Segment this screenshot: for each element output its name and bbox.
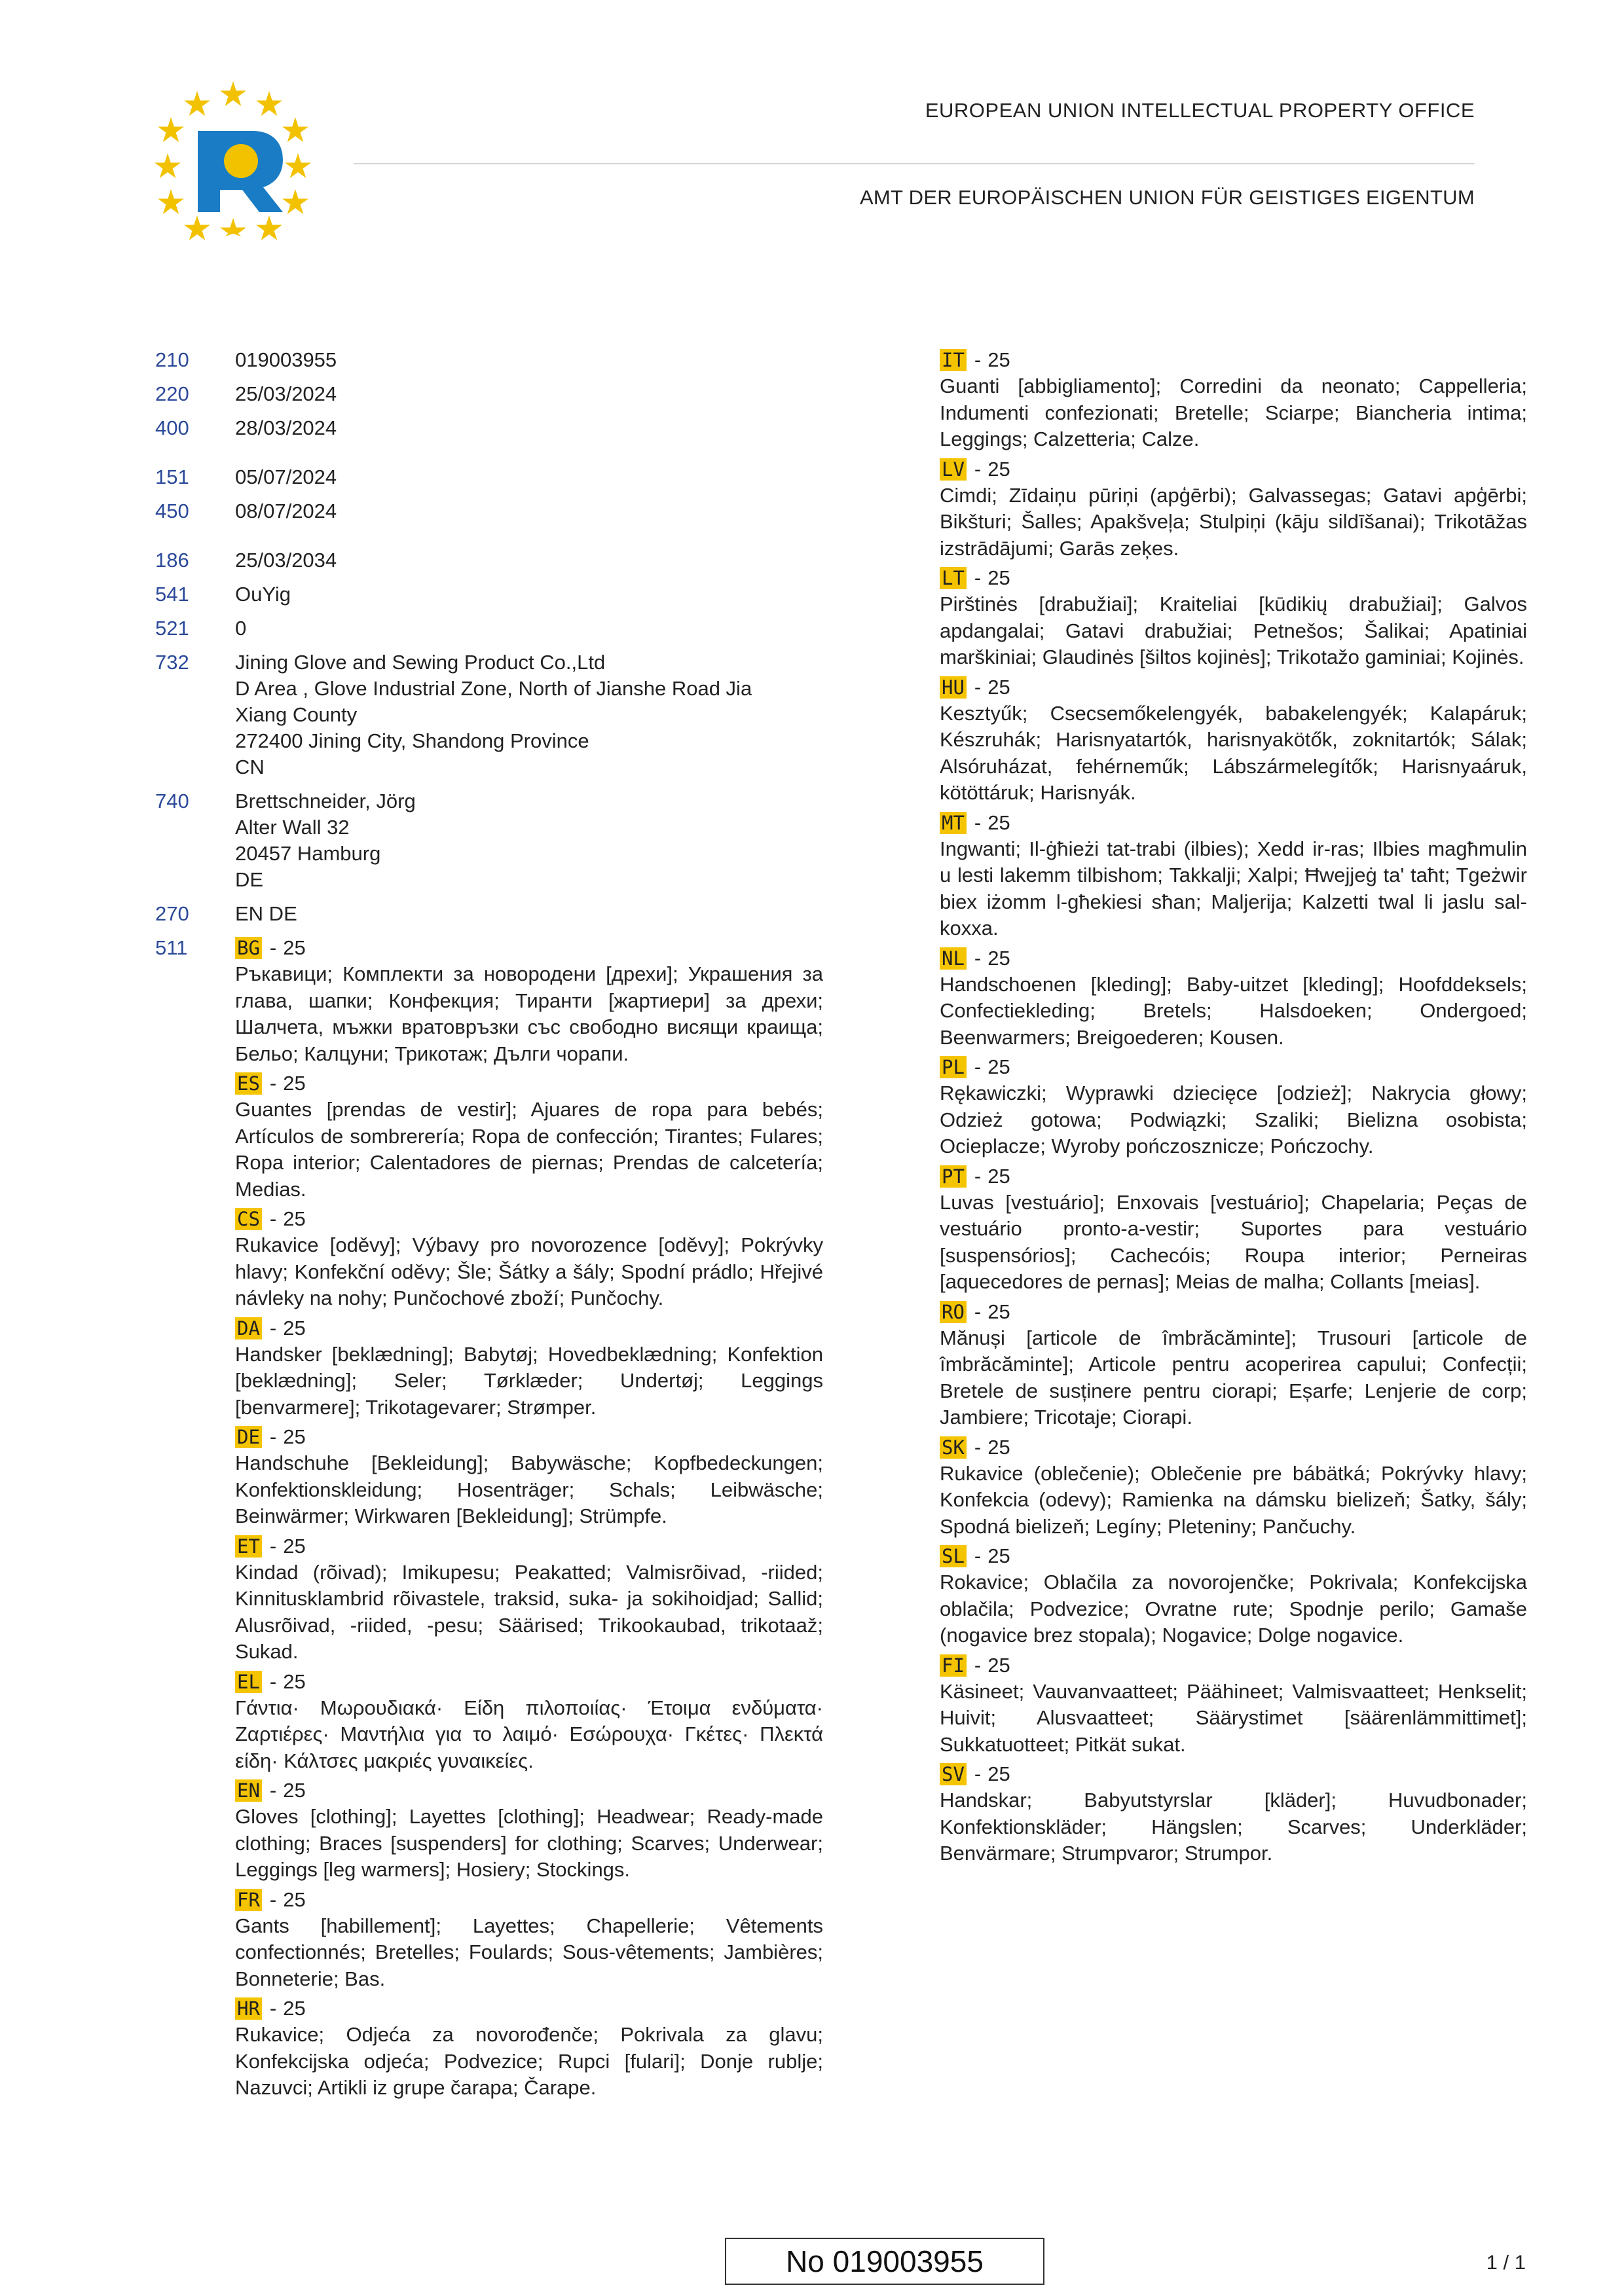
language-code-badge: EL <box>235 1671 262 1693</box>
class-block-fr <box>235 1887 823 1993</box>
goods-description: Gants [habillement]; Layettes; Chapellerie; Vêtements confectionnés; Bretelles; Foulards; Sous-vêtements; Jambières; Bonneterie; Bas. <box>235 1914 823 1990</box>
goods-description: Handsker [beklædning]; Babytøj; Hovedbeklædning; Konfektion [beklædning]; Seler; Tørklæder; Undertøj; Leggings [benvarmere]; Trikotagevarer; Strømper. <box>235 1342 823 1419</box>
goods-description: Kesztyűk; Csecsemőkelengyék, babakelengyék; Kalapáruk; Készruhák; Harisnyatartók, harisnyakötők, zoknitartók; Sálak; Alsóruházat, fehérneműk; Lábszármelegítők; Harisnyaáruk, kötöttáruk; Harisnyák. <box>940 701 1527 804</box>
dash-separator: - <box>269 1534 277 1558</box>
class-block-header <box>940 674 1527 701</box>
field-450: 450 08/07/2024 <box>155 500 337 522</box>
class-block-header <box>940 456 1527 483</box>
classes-list-right <box>940 347 1527 1870</box>
dash-separator: - <box>974 457 982 481</box>
class-block-el <box>235 1669 823 1775</box>
goods-description: Γάντια· Μωρουδιακά· Είδη πιλοποιίας· Έτοιμα ενδύματα· Ζαρτιέρες· Μαντήλια για το λαιμό· Εσώρουχα· Γκέτες· Πλεκτά είδη· Κάλτσες μακριές γυναικείες. <box>235 1696 823 1772</box>
nice-class-number: 25 <box>987 566 1010 589</box>
class-block-header <box>940 1761 1527 1787</box>
language-code-badge: RO <box>940 1301 967 1323</box>
language-code-badge: EN <box>235 1779 262 1802</box>
office-name-en: EUROPEAN UNION INTELLECTUAL PROPERTY OFFICE <box>925 99 1475 122</box>
class-block-header <box>235 1669 823 1695</box>
language-code-badge: MT <box>940 812 967 834</box>
nice-class-number: 25 <box>283 1997 306 2020</box>
goods-description: Käsineet; Vauvanvaatteet; Päähineet; Valmisvaatteet; Henkselit; Huivit; Alusvaatteet; Säärystimet [säärenlämmittimet]; Sukkatuotteet; Pitkät sukat. <box>940 1679 1527 1756</box>
field-400: 400 28/03/2024 <box>155 416 337 439</box>
nice-class-number: 25 <box>987 348 1010 371</box>
class-block-header <box>235 1533 823 1559</box>
language-code-badge: NL <box>940 947 967 970</box>
goods-description: Pirštinės [drabužiai]; Kraiteliai [kūdikių drabužiai]; Galvos apdangalai; Gatavi drabužiai; Petnešos; Šalikai; Apatiniai marškiniai; Glaudinės [šiltos kojinės]; Trikotažo gaminiai; Kojinės. <box>940 592 1527 668</box>
r-mark-icon <box>198 131 283 212</box>
dash-separator: - <box>269 1997 277 2020</box>
registration-number-box: No 019003955 <box>725 2238 1044 2285</box>
nice-class-number: 25 <box>987 1435 1010 1459</box>
goods-description: Rokavice; Oblačila za novorojenčke; Pokrivala; Konfekcijska oblačila; Podvezice; Ovratne rute; Spodnje perilo; Gamaše (nogavice brez stopala); Nogavice; Dolge nogavice. <box>940 1571 1527 1647</box>
nice-class-number: 25 <box>283 1887 306 1911</box>
language-code-badge: HR <box>235 1997 262 2020</box>
class-block-header <box>235 1315 823 1341</box>
language-code-badge: SV <box>940 1763 967 1785</box>
dash-separator: - <box>269 1887 277 1911</box>
goods-description: Guantes [prendas de vestir]; Ajuares de ropa para bebés; Artículos de sombrerería; Ropa de confección; Tirantes; Fulares; Ropa interior; Calentadores de piernas; Prendas de calcetería; Medias. <box>235 1098 823 1201</box>
class-block-sv <box>940 1761 1527 1867</box>
dash-separator: - <box>269 1425 277 1448</box>
class-block-hr <box>235 1995 823 2102</box>
nice-class-number: 25 <box>987 1055 1010 1078</box>
dash-separator: - <box>974 811 982 834</box>
dash-separator: - <box>269 1316 277 1339</box>
language-code-badge: ET <box>235 1535 262 1558</box>
class-block-header <box>940 1299 1527 1325</box>
dash-separator: - <box>974 675 982 699</box>
dash-separator: - <box>974 1544 982 1567</box>
class-block-header <box>235 1070 823 1097</box>
nice-class-number: 25 <box>283 1669 306 1693</box>
class-block-header <box>235 1995 823 2022</box>
language-code-badge: LV <box>940 458 967 481</box>
goods-description: Cimdi; Zīdaiņu pūriņi (apģērbi); Galvassegas; Gatavi apģērbi; Bikšturi; Šalles; Apakšveļa; Stulpiņi (kāju sildīšanai); Trikotāžas izstrādājumi; Garās zeķes. <box>940 483 1527 560</box>
language-code-badge: LT <box>940 567 967 589</box>
nice-class-number: 25 <box>987 457 1010 481</box>
language-code-badge: SL <box>940 1545 967 1567</box>
class-block-nl <box>940 945 1527 1051</box>
class-block-et <box>235 1533 823 1666</box>
language-code-badge: DE <box>235 1426 262 1448</box>
goods-description: Ingwanti; Il-ġħieżi tat-trabi (ilbies); Xedd ir-ras; Ilbies magħmulin u lesti lakemm tilbishom; Takkalji; Xalpi; Ħwejjeġ ta' taħt; Tgeżwir biex iżomm l-għekiesi sħan; Maljerija; Kalzetti twal li jaslu sal-koxxa. <box>940 837 1527 939</box>
nice-class-number: 25 <box>987 811 1010 834</box>
class-block-sk <box>940 1434 1527 1540</box>
nice-class-number: 25 <box>283 1316 306 1339</box>
nice-class-number: 25 <box>283 1072 306 1095</box>
class-block-pt <box>940 1163 1527 1296</box>
class-block-header <box>940 1434 1527 1461</box>
goods-description: Luvas [vestuário]; Enxovais [vestuário]; Chapelaria; Peças de vestuário pronto-a-vestir; Suportes para vestuário [suspensórios]; Cachecóis; Roupa interior; Perneiras [aquecedores de pernas]; Meias de malha; Collants [meias]. <box>940 1190 1527 1293</box>
nice-class-number: 25 <box>283 1207 306 1230</box>
nice-class-number: 25 <box>283 1779 306 1802</box>
page-number: 1 / 1 <box>1486 2251 1526 2274</box>
language-code-badge: HU <box>940 676 967 699</box>
office-name-de: AMT DER EUROPÄISCHEN UNION FÜR GEISTIGES EIGENTUM <box>859 186 1475 209</box>
class-block-ro <box>940 1299 1527 1431</box>
dash-separator: - <box>269 1072 277 1095</box>
field-210: 210 019003955 <box>155 348 337 371</box>
class-block-pl <box>940 1054 1527 1160</box>
goods-description: Handskar; Babyutstyrslar [kläder]; Huvudbonader; Konfektionskläder; Hängslen; Scarves; Underkläder; Benvärmare; Strumpvaror; Strumpor. <box>940 1789 1527 1865</box>
dash-separator: - <box>974 946 982 970</box>
nice-class-number: 25 <box>987 1762 1010 1785</box>
class-block-mt <box>940 810 1527 942</box>
dash-separator: - <box>269 936 277 959</box>
nice-class-number: 25 <box>987 1164 1010 1188</box>
nice-class-number: 25 <box>987 1653 1010 1677</box>
class-block-header <box>940 1543 1527 1569</box>
goods-description: Ръкавици; Комплекти за новородени [дрехи]; Украшения за глава, шапки; Конфекция; Тиранти [жартиери] за дрехи; Шалчета, мъжки вратовръзки със свободно висящи краища; Бельо; Калцуни; Трикотаж; Дълги чорапи. <box>235 962 823 1065</box>
class-block-header <box>235 935 823 961</box>
class-block-cs <box>235 1206 823 1312</box>
dash-separator: - <box>974 1653 982 1677</box>
goods-description: Rękawiczki; Wyprawki dziecięce [odzież]; Nakrycia głowy; Odzież gotowa; Podwiązki; Szaliki; Bielizna osobista; Ocieplacze; Wyroby pończosznicze; Pończochy. <box>940 1082 1527 1157</box>
euipo-logo <box>155 77 312 241</box>
nice-class-number: 25 <box>987 675 1010 699</box>
field-511: 511 BG - 25 Ръкавици; Комплекти за новородени [дрехи]; Украшения за глава, шапки; Конфекция; Тиранти [жартиери] за дрехи; Шалчета, мъжки вратовръзки със свободно висящи краища; Бельо; Калцуни; Трикотаж; Дълги чорапи. ES - 25 Guantes [prendas de vestir]; Ajuares de ropa para bebés; Artículos de sombrerería; Ropa de confección; Tirantes; Fulares; Ropa interior; Calentadores de piernas; Prendas de calcetería; Medias. CS - 25 Rukavice [oděvy]; Výbavy pro novorozence [oděvy]; Pokrývky hlavy; Konfekční oděvy; Šle; Šátky a šály; Spodní prádlo; Hřejivé návleky na nohy; Punčochové zboží; Punčochy. DA - 25 Handsker [beklædning]; Babytøj; Hovedbeklædning; Konfektion [beklædning]; Seler; Tørklæder; Undertøj; Leggings [benvarmere]; Trikotagevarer; Strømper. DE - 25 Handschuhe [Bekleidung]; Babywäsche; Kopfbedeckungen; Konfektionskleidung; Hosenträger; Schals; Leibwäsche; Beinwärmer; Wirkwaren [Bekleidung]; Strümpfe. ET - 25 Kindad (rõivad); Imikupesu; Peakatted; Valmisrõivad, -riided; Kinnitusklambrid rõivastele, traksid, suka- ja sokihoidjad; Sallid; Alusrõivad, -riided, -pesu; Säärised; Trikookaubad, trikotaaž; Sukad. EL - 25 Γάντια· Μωρουδιακά· Είδη πιλοποιίας· Έτοιμα ενδύματα· Ζαρτιέρες· Μαντήλια για το λαιμό· Εσώρουχα· Γκέτες· Πλεκτά είδη· Κάλτσες μακριές γυναικείες. EN - 25 Gloves [clothing]; Layettes [clothing]; Headwear; Ready-made clothing; Braces [suspenders] for clothing; Scarves; Underwear; Leggings [leg warmers]; Hosiery; Stockings. FR - 25 Gants [habillement]; Layettes; Chapellerie; Vêtements confectionnés; Bretelles; Foulards; Sous-vêtements; Jambières; Bonneterie; Bas. HR - 25 Rukavice; Odjeća za novorođenče; Pokrivala za glavu; Konfekcijska odjeća; Podvezice; Rupci [fulari]; Donje rublje; Nazuvci; Artikli iz grupe čarapa; Čarape. <box>155 935 823 2102</box>
class-block-header <box>940 1652 1527 1679</box>
class-block-header <box>940 945 1527 972</box>
class-block-lv <box>940 456 1527 562</box>
class-block-fi <box>940 1652 1527 1758</box>
class-block-bg <box>235 935 823 1067</box>
goods-description: Rukavice; Odjeća za novorođenče; Pokrivala za glavu; Konfekcijska odjeća; Podvezice; Rupci [fulari]; Donje rublje; Nazuvci; Artikli iz grupe čarapa; Čarape. <box>235 2023 823 2099</box>
goods-description: Guanti [abbigliamento]; Corredini da neonato; Cappelleria; Indumenti confezionati; Bretelle; Sciarpe; Biancheria intima; Leggings; Calzetteria; Calze. <box>940 374 1527 450</box>
field-541: 541 OuYig <box>155 583 291 606</box>
dash-separator: - <box>974 1762 982 1785</box>
field-521: 521 0 <box>155 617 247 640</box>
class-block-header <box>940 347 1527 373</box>
dash-separator: - <box>974 1164 982 1188</box>
language-code-badge: SK <box>940 1436 967 1459</box>
applicant-address: Jining Glove and Sewing Product Co.,Ltd D Area , Glove Industrial Zone, North of Jianshe Road Jia Xiang County 272400 Jining City, Shandong Province CN <box>235 651 752 778</box>
class-block-en <box>235 1777 823 1884</box>
goods-description: Handschuhe [Bekleidung]; Babywäsche; Kopfbedeckungen; Konfektionskleidung; Hosenträger; Schals; Leibwäsche; Beinwärmer; Wirkwaren [Bekleidung]; Strümpfe. <box>235 1451 823 1527</box>
classes-list-left <box>235 935 823 2102</box>
language-code-badge: IT <box>940 349 967 371</box>
class-block-header <box>940 1163 1527 1190</box>
field-186: 186 25/03/2034 <box>155 549 337 572</box>
field-732: 732 Jining Glove and Sewing Product Co.,Ltd D Area , Glove Industrial Zone, North of Jianshe Road Jia Xiang County 272400 Jining City, Shandong Province CN <box>155 649 823 780</box>
class-block-it <box>940 347 1527 453</box>
language-code-badge: PL <box>940 1056 967 1078</box>
nice-class-number: 25 <box>283 1534 306 1558</box>
header-divider <box>354 163 1475 164</box>
goods-description: Rukavice (oblečenie); Oblečenie pre bábätká; Pokrývky hlavy; Konfekcia (odevy); Ramienka na dámsku bielizeň; Šatky, šály; Spodná bielizeň; Legíny; Pleteniny; Pančuchy. <box>940 1461 1527 1538</box>
class-block-header <box>940 810 1527 836</box>
dash-separator: - <box>269 1669 277 1693</box>
language-code-badge: FI <box>940 1654 967 1677</box>
dash-separator: - <box>269 1779 277 1802</box>
language-code-badge: DA <box>235 1317 262 1339</box>
language-code-badge: BG <box>235 937 262 959</box>
class-block-header <box>940 565 1527 591</box>
field-220: 220 25/03/2024 <box>155 382 337 405</box>
goods-description: Rukavice [oděvy]; Výbavy pro novorozence [oděvy]; Pokrývky hlavy; Konfekční oděvy; Šle; Šátky a šály; Spodní prádlo; Hřejivé návleky na nohy; Punčochové zboží; Punčochy. <box>235 1233 823 1309</box>
language-code-badge: FR <box>235 1889 262 1911</box>
dash-separator: - <box>974 1055 982 1078</box>
field-740: 740 Brettschneider, Jörg Alter Wall 32 20457 Hamburg DE <box>155 788 823 893</box>
language-code-badge: PT <box>940 1165 967 1188</box>
class-block-header <box>235 1206 823 1232</box>
class-block-sl <box>940 1543 1527 1649</box>
goods-description: Mănuși [articole de îmbrăcăminte]; Trusouri [articole de îmbrăcăminte]; Articole pentru acoperirea capului; Confecții; Bretele de susținere pentru ciorapi; Eșarfe; Lenjerie de corp; Jambiere; Tricotaje; Ciorapi. <box>940 1326 1527 1429</box>
nice-class-number: 25 <box>987 1300 1010 1323</box>
nice-class-number: 25 <box>283 936 306 959</box>
language-code-badge: CS <box>235 1208 262 1230</box>
nice-class-number: 25 <box>987 946 1010 970</box>
representative-address: Brettschneider, Jörg Alter Wall 32 20457 Hamburg DE <box>235 790 416 891</box>
class-block-hu <box>940 674 1527 807</box>
goods-description: Handschoenen [kleding]; Baby-uitzet [kleding]; Hoofddeksels; Confectiekleding; Bretels; Halsdoeken; Ondergoed; Beenwarmers; Breigoederen; Kousen. <box>940 972 1527 1049</box>
goods-description: Gloves [clothing]; Layettes [clothing]; Headwear; Ready-made clothing; Braces [suspenders] for clothing; Scarves; Underwear; Leggings [leg warmers]; Hosiery; Stockings. <box>235 1805 823 1881</box>
class-block-header <box>235 1887 823 1913</box>
class-block-es <box>235 1070 823 1203</box>
field-270: 270 EN DE <box>155 902 297 925</box>
class-block-lt <box>940 565 1527 671</box>
field-151: 151 05/07/2024 <box>155 465 337 488</box>
goods-description: Kindad (rõivad); Imikupesu; Peakatted; Valmisrõivad, -riided; Kinnitusklambrid rõivastele, traksid, suka- ja sokihoidjad; Sallid; Alusrõivad, -riided, -pesu; Säärised; Trikookaubad, trikotaaž; Sukad. <box>235 1560 823 1663</box>
dash-separator: - <box>974 1300 982 1323</box>
left-column <box>155 347 823 2105</box>
nice-class-number: 25 <box>283 1425 306 1448</box>
class-block-header <box>235 1424 823 1450</box>
dash-separator: - <box>269 1207 277 1230</box>
class-block-de <box>235 1424 823 1530</box>
dash-separator: - <box>974 348 982 371</box>
language-code-badge: ES <box>235 1072 262 1095</box>
nice-class-number: 25 <box>987 1544 1010 1567</box>
class-block-header <box>940 1054 1527 1080</box>
class-block-header <box>235 1777 823 1804</box>
dash-separator: - <box>974 566 982 589</box>
class-block-da <box>235 1315 823 1421</box>
dash-separator: - <box>974 1435 982 1459</box>
